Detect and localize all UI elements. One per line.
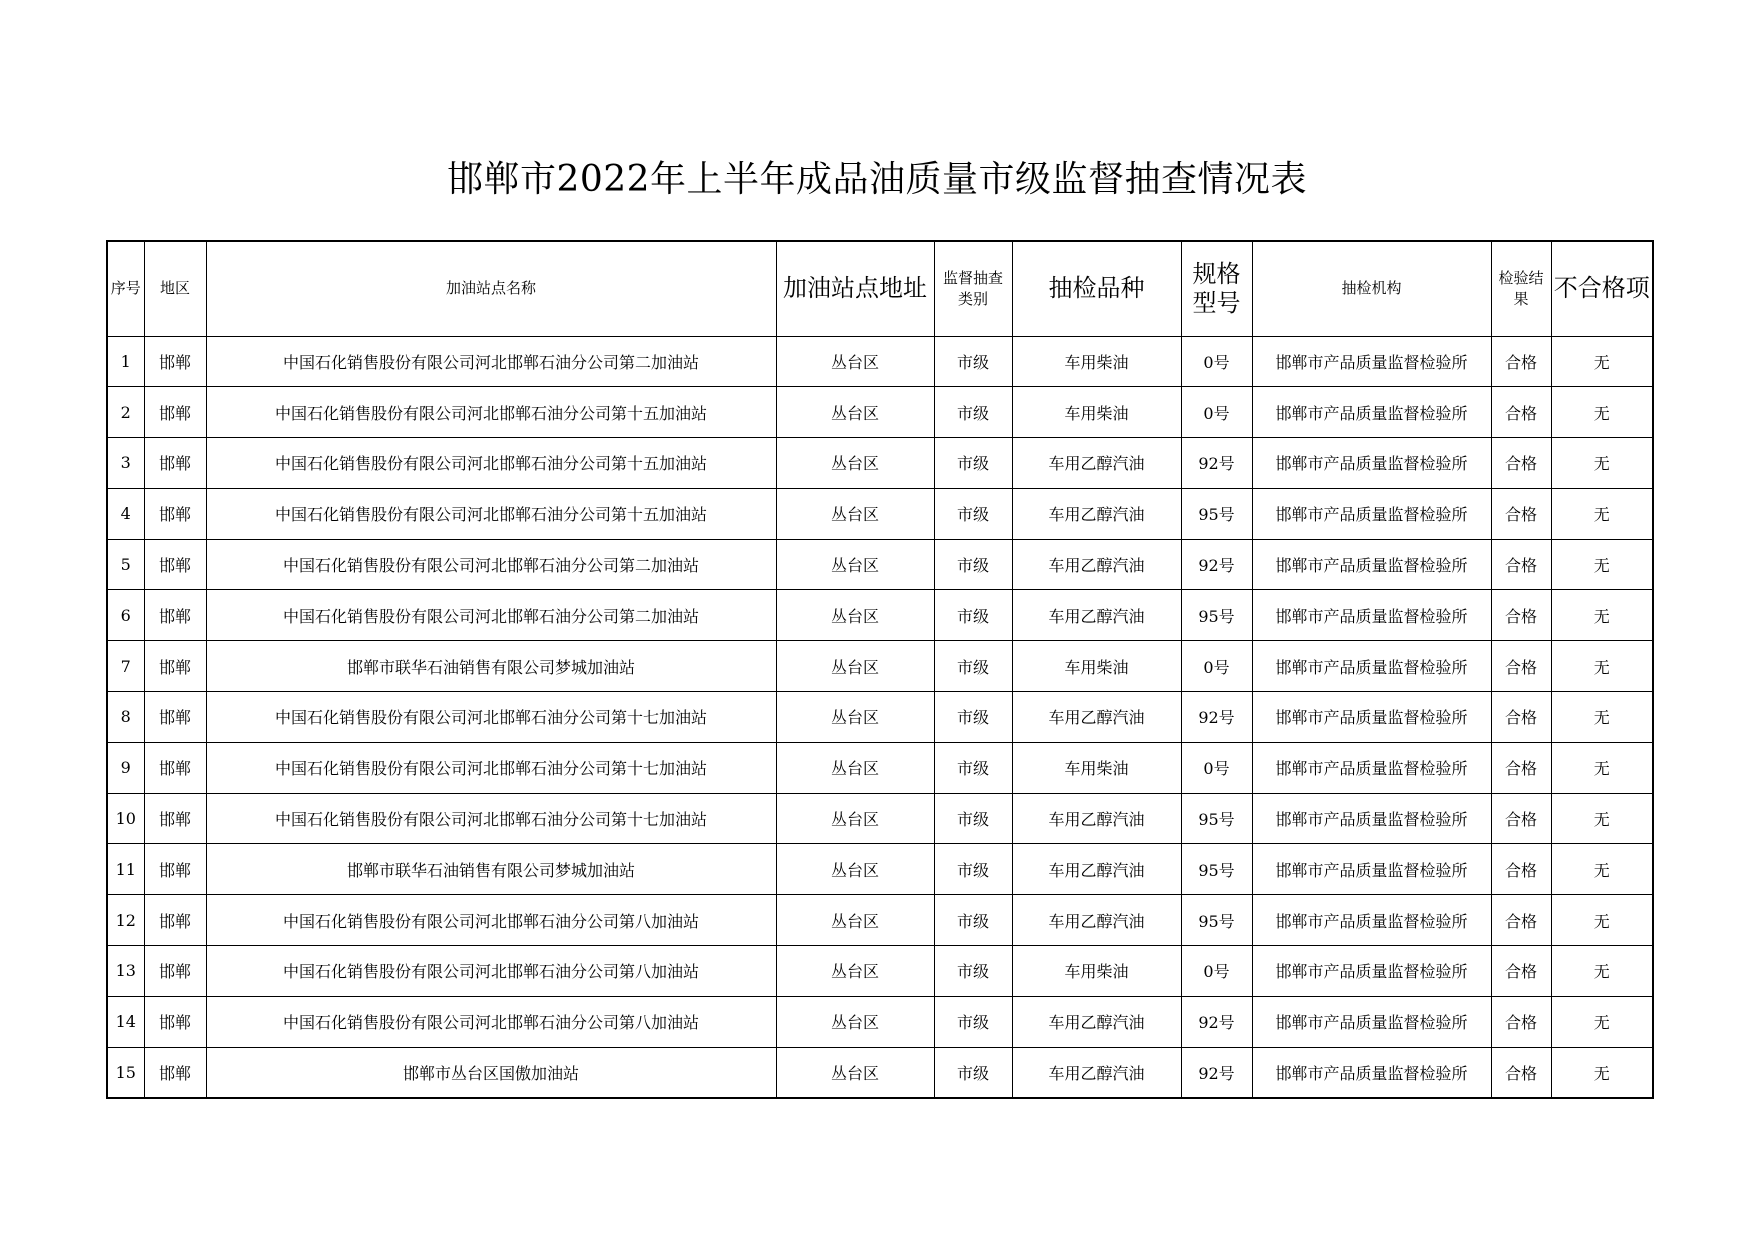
cell-defect: 无 (1551, 438, 1653, 489)
cell-region: 邯郸 (144, 793, 206, 844)
cell-region: 邯郸 (144, 590, 206, 641)
cell-grade: 92号 (1181, 996, 1252, 1047)
cell-category: 市级 (934, 1047, 1012, 1098)
cell-product: 车用乙醇汽油 (1012, 996, 1181, 1047)
cell-seq: 3 (107, 438, 144, 489)
cell-defect: 无 (1551, 996, 1653, 1047)
cell-product: 车用乙醇汽油 (1012, 692, 1181, 743)
cell-region: 邯郸 (144, 742, 206, 793)
cell-station: 中国石化销售股份有限公司河北邯郸石油分公司第八加油站 (206, 895, 776, 946)
cell-result: 合格 (1491, 438, 1551, 489)
cell-region: 邯郸 (144, 946, 206, 997)
cell-agency: 邯郸市产品质量监督检验所 (1252, 793, 1491, 844)
cell-result: 合格 (1491, 336, 1551, 387)
cell-result: 合格 (1491, 1047, 1551, 1098)
cell-agency: 邯郸市产品质量监督检验所 (1252, 387, 1491, 438)
cell-product: 车用乙醇汽油 (1012, 488, 1181, 539)
page-title: 邯郸市2022年上半年成品油质量市级监督抽查情况表 (446, 159, 1308, 200)
cell-category: 市级 (934, 488, 1012, 539)
cell-address: 丛台区 (776, 336, 934, 387)
cell-category: 市级 (934, 793, 1012, 844)
cell-agency: 邯郸市产品质量监督检验所 (1252, 641, 1491, 692)
cell-result: 合格 (1491, 539, 1551, 590)
cell-seq: 15 (107, 1047, 144, 1098)
cell-result: 合格 (1491, 946, 1551, 997)
cell-region: 邯郸 (144, 692, 206, 743)
header-product: 抽检品种 (1012, 241, 1181, 336)
cell-seq: 1 (107, 336, 144, 387)
cell-agency: 邯郸市产品质量监督检验所 (1252, 692, 1491, 743)
cell-grade: 95号 (1181, 488, 1252, 539)
cell-station: 邯郸市联华石油销售有限公司梦城加油站 (206, 844, 776, 895)
cell-station: 中国石化销售股份有限公司河北邯郸石油分公司第十七加油站 (206, 793, 776, 844)
cell-station: 中国石化销售股份有限公司河北邯郸石油分公司第二加油站 (206, 539, 776, 590)
cell-station: 中国石化销售股份有限公司河北邯郸石油分公司第八加油站 (206, 946, 776, 997)
cell-grade: 0号 (1181, 742, 1252, 793)
cell-grade: 92号 (1181, 539, 1252, 590)
header-station: 加油站点名称 (206, 241, 776, 336)
cell-seq: 13 (107, 946, 144, 997)
cell-address: 丛台区 (776, 844, 934, 895)
cell-product: 车用柴油 (1012, 387, 1181, 438)
cell-grade: 95号 (1181, 590, 1252, 641)
cell-category: 市级 (934, 946, 1012, 997)
cell-station: 中国石化销售股份有限公司河北邯郸石油分公司第二加油站 (206, 336, 776, 387)
table-row (107, 438, 1653, 489)
cell-product: 车用乙醇汽油 (1012, 590, 1181, 641)
cell-defect: 无 (1551, 844, 1653, 895)
cell-seq: 7 (107, 641, 144, 692)
header-defect: 不合格项 (1551, 241, 1653, 336)
table-row (107, 1047, 1653, 1098)
table-row (107, 488, 1653, 539)
cell-product: 车用乙醇汽油 (1012, 438, 1181, 489)
cell-region: 邯郸 (144, 1047, 206, 1098)
header-result: 检验结果 (1491, 241, 1551, 336)
cell-result: 合格 (1491, 488, 1551, 539)
cell-station: 中国石化销售股份有限公司河北邯郸石油分公司第二加油站 (206, 590, 776, 641)
cell-seq: 9 (107, 742, 144, 793)
cell-region: 邯郸 (144, 844, 206, 895)
cell-category: 市级 (934, 692, 1012, 743)
header-agency: 抽检机构 (1252, 241, 1491, 336)
cell-region: 邯郸 (144, 539, 206, 590)
cell-region: 邯郸 (144, 438, 206, 489)
cell-grade: 0号 (1181, 336, 1252, 387)
cell-grade: 0号 (1181, 641, 1252, 692)
cell-result: 合格 (1491, 692, 1551, 743)
cell-seq: 10 (107, 793, 144, 844)
cell-result: 合格 (1491, 590, 1551, 641)
cell-product: 车用柴油 (1012, 946, 1181, 997)
header-grade: 规格型号 (1181, 241, 1252, 336)
cell-agency: 邯郸市产品质量监督检验所 (1252, 895, 1491, 946)
cell-address: 丛台区 (776, 488, 934, 539)
cell-address: 丛台区 (776, 387, 934, 438)
cell-product: 车用乙醇汽油 (1012, 793, 1181, 844)
cell-result: 合格 (1491, 895, 1551, 946)
cell-defect: 无 (1551, 793, 1653, 844)
table-row (107, 996, 1653, 1047)
table-row (107, 742, 1653, 793)
cell-category: 市级 (934, 895, 1012, 946)
cell-agency: 邯郸市产品质量监督检验所 (1252, 844, 1491, 895)
cell-grade: 0号 (1181, 387, 1252, 438)
cell-grade: 92号 (1181, 692, 1252, 743)
cell-agency: 邯郸市产品质量监督检验所 (1252, 742, 1491, 793)
cell-category: 市级 (934, 336, 1012, 387)
cell-result: 合格 (1491, 387, 1551, 438)
cell-category: 市级 (934, 387, 1012, 438)
cell-defect: 无 (1551, 946, 1653, 997)
cell-defect: 无 (1551, 895, 1653, 946)
cell-seq: 4 (107, 488, 144, 539)
cell-result: 合格 (1491, 742, 1551, 793)
cell-region: 邯郸 (144, 641, 206, 692)
cell-station: 邯郸市联华石油销售有限公司梦城加油站 (206, 641, 776, 692)
table-row (107, 895, 1653, 946)
cell-address: 丛台区 (776, 1047, 934, 1098)
cell-category: 市级 (934, 590, 1012, 641)
cell-region: 邯郸 (144, 895, 206, 946)
cell-grade: 95号 (1181, 793, 1252, 844)
header-region: 地区 (144, 241, 206, 336)
cell-region: 邯郸 (144, 387, 206, 438)
cell-product: 车用柴油 (1012, 742, 1181, 793)
cell-station: 中国石化销售股份有限公司河北邯郸石油分公司第八加油站 (206, 996, 776, 1047)
cell-agency: 邯郸市产品质量监督检验所 (1252, 946, 1491, 997)
cell-address: 丛台区 (776, 895, 934, 946)
cell-agency: 邯郸市产品质量监督检验所 (1252, 996, 1491, 1047)
cell-seq: 6 (107, 590, 144, 641)
table-row (107, 539, 1653, 590)
cell-product: 车用柴油 (1012, 641, 1181, 692)
cell-address: 丛台区 (776, 539, 934, 590)
cell-grade: 92号 (1181, 1047, 1252, 1098)
cell-address: 丛台区 (776, 641, 934, 692)
cell-station: 邯郸市丛台区国傲加油站 (206, 1047, 776, 1098)
cell-category: 市级 (934, 641, 1012, 692)
cell-defect: 无 (1551, 336, 1653, 387)
table-row (107, 946, 1653, 997)
cell-product: 车用乙醇汽油 (1012, 844, 1181, 895)
cell-seq: 11 (107, 844, 144, 895)
header-address: 加油站点地址 (776, 241, 934, 336)
cell-agency: 邯郸市产品质量监督检验所 (1252, 590, 1491, 641)
table-header-row (107, 241, 1653, 336)
cell-category: 市级 (934, 742, 1012, 793)
cell-category: 市级 (934, 996, 1012, 1047)
table-body (107, 336, 1653, 1098)
cell-category: 市级 (934, 539, 1012, 590)
cell-agency: 邯郸市产品质量监督检验所 (1252, 488, 1491, 539)
cell-address: 丛台区 (776, 793, 934, 844)
cell-station: 中国石化销售股份有限公司河北邯郸石油分公司第十五加油站 (206, 438, 776, 489)
cell-defect: 无 (1551, 488, 1653, 539)
cell-seq: 14 (107, 996, 144, 1047)
cell-defect: 无 (1551, 742, 1653, 793)
table-row (107, 692, 1653, 743)
cell-defect: 无 (1551, 539, 1653, 590)
cell-defect: 无 (1551, 641, 1653, 692)
cell-station: 中国石化销售股份有限公司河北邯郸石油分公司第十五加油站 (206, 387, 776, 438)
cell-seq: 2 (107, 387, 144, 438)
cell-address: 丛台区 (776, 946, 934, 997)
cell-category: 市级 (934, 844, 1012, 895)
cell-product: 车用乙醇汽油 (1012, 539, 1181, 590)
cell-seq: 5 (107, 539, 144, 590)
cell-station: 中国石化销售股份有限公司河北邯郸石油分公司第十七加油站 (206, 692, 776, 743)
cell-region: 邯郸 (144, 996, 206, 1047)
table-row (107, 590, 1653, 641)
cell-grade: 0号 (1181, 946, 1252, 997)
cell-grade: 92号 (1181, 438, 1252, 489)
cell-product: 车用柴油 (1012, 336, 1181, 387)
cell-address: 丛台区 (776, 590, 934, 641)
header-category: 监督抽查类别 (934, 241, 1012, 336)
cell-defect: 无 (1551, 1047, 1653, 1098)
header-seq: 序号 (107, 241, 144, 336)
cell-product: 车用乙醇汽油 (1012, 895, 1181, 946)
cell-grade: 95号 (1181, 844, 1252, 895)
table-row (107, 844, 1653, 895)
cell-region: 邯郸 (144, 336, 206, 387)
cell-seq: 12 (107, 895, 144, 946)
cell-address: 丛台区 (776, 438, 934, 489)
inspection-table (106, 240, 1654, 1099)
table-row (107, 387, 1653, 438)
cell-category: 市级 (934, 438, 1012, 489)
cell-address: 丛台区 (776, 692, 934, 743)
cell-grade: 95号 (1181, 895, 1252, 946)
table-row (107, 793, 1653, 844)
cell-result: 合格 (1491, 844, 1551, 895)
cell-seq: 8 (107, 692, 144, 743)
cell-station: 中国石化销售股份有限公司河北邯郸石油分公司第十七加油站 (206, 742, 776, 793)
cell-product: 车用乙醇汽油 (1012, 1047, 1181, 1098)
cell-agency: 邯郸市产品质量监督检验所 (1252, 438, 1491, 489)
cell-region: 邯郸 (144, 488, 206, 539)
cell-defect: 无 (1551, 590, 1653, 641)
cell-result: 合格 (1491, 793, 1551, 844)
cell-station: 中国石化销售股份有限公司河北邯郸石油分公司第十五加油站 (206, 488, 776, 539)
cell-agency: 邯郸市产品质量监督检验所 (1252, 336, 1491, 387)
table-row (107, 336, 1653, 387)
cell-address: 丛台区 (776, 742, 934, 793)
cell-result: 合格 (1491, 641, 1551, 692)
cell-defect: 无 (1551, 387, 1653, 438)
cell-result: 合格 (1491, 996, 1551, 1047)
cell-address: 丛台区 (776, 996, 934, 1047)
table-row (107, 641, 1653, 692)
cell-agency: 邯郸市产品质量监督检验所 (1252, 539, 1491, 590)
cell-agency: 邯郸市产品质量监督检验所 (1252, 1047, 1491, 1098)
cell-defect: 无 (1551, 692, 1653, 743)
